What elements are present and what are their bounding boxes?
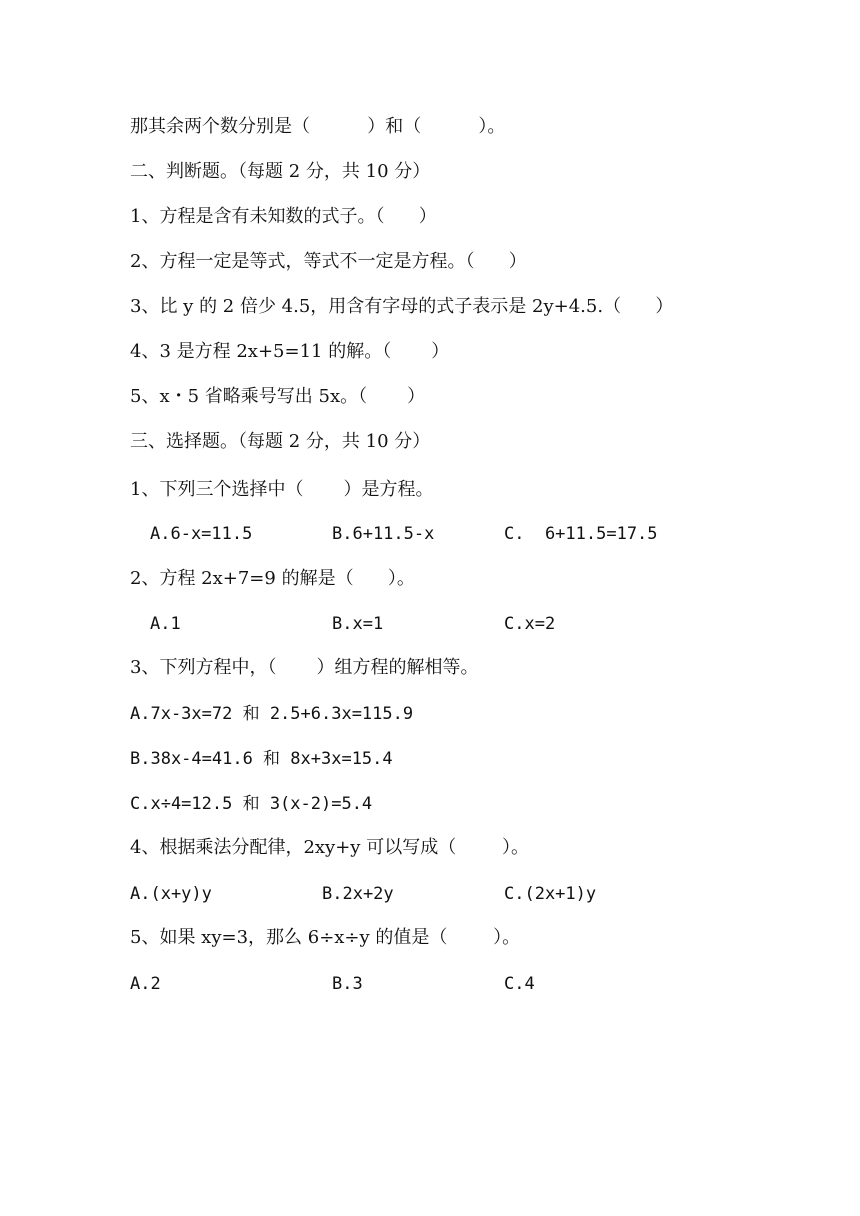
section-heading-choice: 三、选择题。（每题 2 分，共 10 分）: [130, 431, 431, 452]
continuation-line: 那其余两个数分别是（ ）和（ ）。: [130, 116, 506, 137]
choice-q4-option-a: A.(x+y)y: [130, 884, 212, 904]
choice-q2-option-b: B.x=1: [332, 614, 384, 634]
choice-q5-stem: 5、如果 xy=3，那么 6÷x÷y 的值是（ ）。: [130, 927, 521, 948]
choice-q5-option-b: B.3: [332, 974, 363, 994]
judgment-item-5: 5、x・5 省略乘号写出 5x。（ ）: [130, 386, 426, 407]
choice-q1-option-c: C. 6+11.5=17.5: [504, 524, 658, 544]
choice-q3-option-c: C.x÷4=12.5 和 3(x-2)=5.4: [130, 794, 373, 814]
choice-q2-option-c: C.x=2: [504, 614, 556, 634]
choice-q5-option-a: A.2: [130, 974, 161, 994]
choice-q1-stem: 1、下列三个选择中（ ）是方程。: [130, 479, 434, 500]
choice-q4-option-c: C.(2x+1)y: [504, 884, 597, 904]
choice-q2-option-a: A.1: [150, 614, 181, 634]
choice-q3-stem: 3、下列方程中，（ ）组方程的解相等。: [130, 657, 479, 678]
choice-q4-stem: 4、根据乘法分配律，2xy+y 可以写成（ ）。: [130, 837, 529, 858]
choice-q3-option-b: B.38x-4=41.6 和 8x+3x=15.4: [130, 749, 393, 769]
choice-q1-option-b: B.6+11.5-x: [332, 524, 435, 544]
choice-q3-option-a: A.7x-3x=72 和 2.5+6.3x=115.9: [130, 704, 414, 724]
judgment-item-3: 3、比 y 的 2 倍少 4.5，用含有字母的式子表示是 2y+4.5.（ ）: [130, 296, 674, 317]
choice-q5-option-c: C.4: [504, 974, 535, 994]
choice-q1-option-a: A.6-x=11.5: [150, 524, 253, 544]
choice-q2-stem: 2、方程 2x+7=9 的解是（ ）。: [130, 568, 415, 589]
judgment-item-1: 1、方程是含有未知数的式子。（ ）: [130, 206, 437, 227]
judgment-item-2: 2、方程一定是等式，等式不一定是方程。（ ）: [130, 251, 527, 272]
section-heading-judgment: 二、判断题。（每题 2 分，共 10 分）: [130, 161, 431, 182]
judgment-item-4: 4、3 是方程 2x+5=11 的解。（ ）: [130, 341, 450, 362]
choice-q4-option-b: B.2x+2y: [322, 884, 394, 904]
